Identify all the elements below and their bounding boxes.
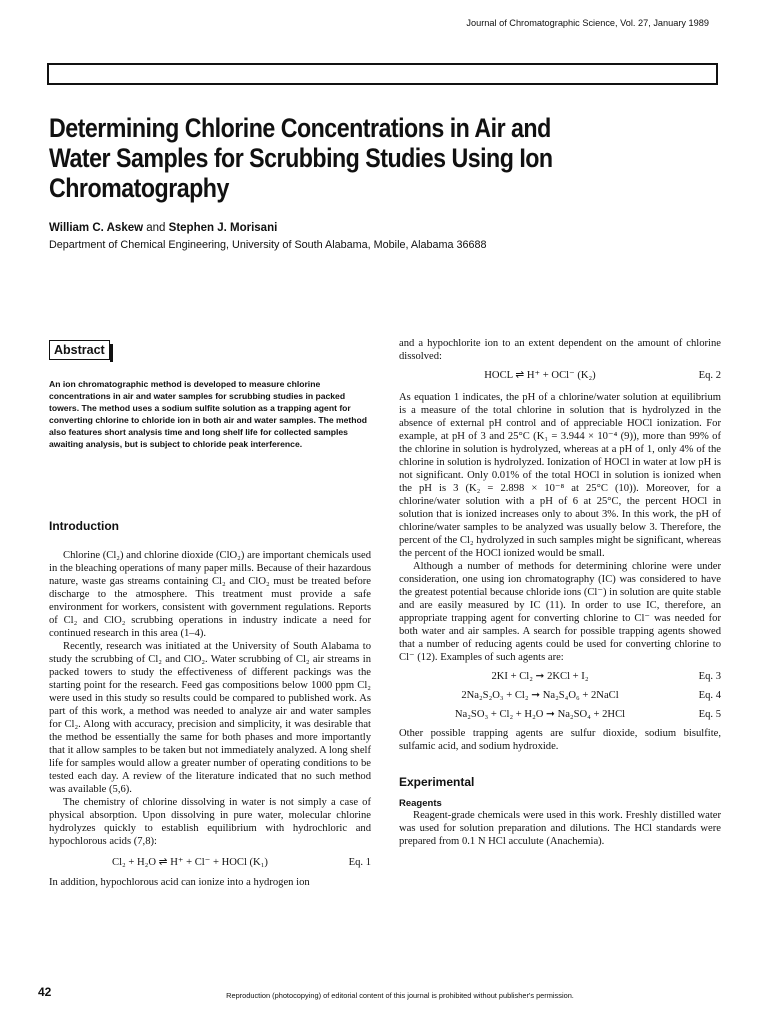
- section-heading-experimental: Experimental: [399, 775, 475, 789]
- body-paragraph: Recently, research was initiated at the University of South Alabama to study the scrubbing of Cl₂ and ClO₂. Water scrubbing of Cl₂ air streams in packed towers to study the effectiveness of different packings was the starting point for the research. Feed gas compositions below 1000 ppm Cl₂ were used in this study so results could be compared to published work. As part of this work, a method was needed to analyze air and water samples for Cl₂. Along with accuracy, precision and simplicity, it was desirable that the method be essentially the same for both phases and more importantly that it allow samples to be taken but not immediately analyzed. A long shelf life for samples would allow a greater number of operating conditions to be tested each day. A review of the literature indicated that no such method was available (5,6).: [49, 641, 371, 795]
- author-line: [49, 222, 277, 234]
- equation-expression: 2Na₂S₂O₃ + Cl₂ ➞ Na₂S₄O₆ + 2NaCl: [461, 690, 619, 701]
- body-paragraph: Reagent-grade chemicals were used in this work. Freshly distilled water was used for solution preparation and dilutions. The HCl standards were prepared from 0.1 N HCl acculute (Anachemia).: [399, 810, 721, 847]
- equation-label: Eq. 4: [698, 690, 721, 701]
- equation: [399, 689, 721, 702]
- equation-label: Eq. 1: [348, 857, 371, 868]
- body-paragraph: Although a number of methods for determining chlorine were under consideration, one using ion chromatography (IC) was considered to have the greatest potential because chloride ions (Cl⁻) in solution are quite stable and are easily measured by IC (11). In order to use IC, therefore, an appropriate trapping agent for converting chlorine to Cl⁻ was needed for both water and air samples. A search for possible trapping agents showed that a number of reducing agents could be used for converting chlorine to Cl⁻ (12). Examples of such agents are:: [399, 561, 721, 663]
- equation-label: Eq. 5: [698, 709, 721, 720]
- equation: [49, 856, 371, 869]
- equation: [399, 369, 721, 382]
- equation: [399, 670, 721, 683]
- equation-expression: Na₂SO₃ + Cl₂ + H₂O ➞ Na₂SO₄ + 2HCl: [454, 709, 626, 720]
- body-paragraph: In addition, hypochlorous acid can ionize into a hydrogen ion: [49, 877, 310, 888]
- running-header: Journal of Chromatographic Science, Vol. 27, January 1989: [466, 18, 709, 28]
- abstract-text: An ion chromatographic method is developed to measure chlorine concentrations in air and water samples for scrubbing studies in packed towers. The method uses a sodium sulfite solution as a trapping agent for converting chlorine to chloride ion in both air and water samples. The method also features short analysis time and long shelf life for collected samples awaiting analysis, but is subject to chloride peak interference.: [49, 379, 368, 449]
- body-paragraph: and a hypochlorite ion to an extent dependent on the amount of chlorine dissolved:: [399, 338, 721, 362]
- equation-expression: 2KI + Cl₂ ➞ 2KCl + I₂: [491, 671, 589, 682]
- equation-expression: HOCL ⇌ H⁺ + OCl⁻ (K₂): [484, 370, 596, 381]
- author-affiliation: Department of Chemical Engineering, University of South Alabama, Mobile, Alabama 36688: [49, 239, 487, 251]
- equation-label: Eq. 2: [698, 370, 721, 381]
- equation-expression: Cl₂ + H₂O ⇌ H⁺ + Cl⁻ + HOCl (K₁): [112, 857, 268, 868]
- header-rule-box: [47, 63, 718, 85]
- footer-copyright-note: Reproduction (photocopying) of editorial content of this journal is prohibited without publisher's permission.: [226, 991, 574, 1000]
- section-heading-introduction: Introduction: [49, 519, 119, 533]
- equation-label: Eq. 3: [698, 671, 721, 682]
- body-paragraph: Other possible trapping agents are sulfur dioxide, sodium bisulfite, sulfamic acid, and sodium hydroxide.: [399, 728, 721, 752]
- equation: [399, 708, 721, 721]
- author-name: William C. Askew: [49, 222, 144, 234]
- page-number: 42: [38, 985, 52, 999]
- introduction-section: [49, 519, 371, 889]
- right-column: [399, 337, 721, 848]
- author-conjunction: and: [146, 222, 166, 234]
- author-name: Stephen J. Morisani: [168, 222, 278, 234]
- body-paragraph: Chlorine (Cl₂) and chlorine dioxide (ClO₂) are important chemicals used in the bleaching operations of many paper mills. Because of their hazardous nature, waste gas streams containing Cl₂ and ClO₂ must be treated before discharge to the atmosphere. This treatment must provide a safe environment for workers, consistent with government regulations. Reports of Cl₂ and ClO₂ scrubbing operations in industry indicate a need for continued research in this area (1–4).: [49, 550, 371, 639]
- abstract-label: Abstract: [49, 340, 110, 360]
- subsection-heading-reagents: Reagents: [399, 798, 442, 809]
- body-paragraph: The chemistry of chlorine dissolving in water is not simply a case of physical absorption. Upon dissolving in pure water, molecular chlorine hydrolyzes quickly to establish equilibrium with hydrochloric and hypochlorous acids (7,8):: [49, 797, 371, 847]
- article-title: Determining Chlorine Concentrations in Air and Water Samples for Scrubbing Studies Using Ion Chromatography: [49, 113, 553, 203]
- body-paragraph: As equation 1 indicates, the pH of a chlorine/water solution at equilibrium is a measure of the total chlorine in solution that is hydrolyzed in the absence of external pH control and of appreciable HOCl ionization. For example, at pH of 3 and 25°C (K₁ = 3.944 × 10⁻⁴ (9)), more than 99% of the chlorine in solution is hydrolyzed, whereas at a pH of 1, only 4% of the chlorine in solution is hydrolyzed. Ionization of HOCl in water at low pH is not significant. Only 0.01% of the total HOCl in solution is ionized when the pH is 3 (K₂ = 2.898 × 10⁻⁸ at 25°C (10)). Moreover, for a chlorine/water solution with a pH of 6 at 25°C, the percent HOCl in solution that is ionized increases only to about 3%. In this work, the pH of chlorine/water samples to be analyzed was usually below 3. Therefore, the percent of the Cl₂ hydrolyzed in such samples might be significant, whereas the percent of the HOCl ionized would be small.: [399, 392, 722, 559]
